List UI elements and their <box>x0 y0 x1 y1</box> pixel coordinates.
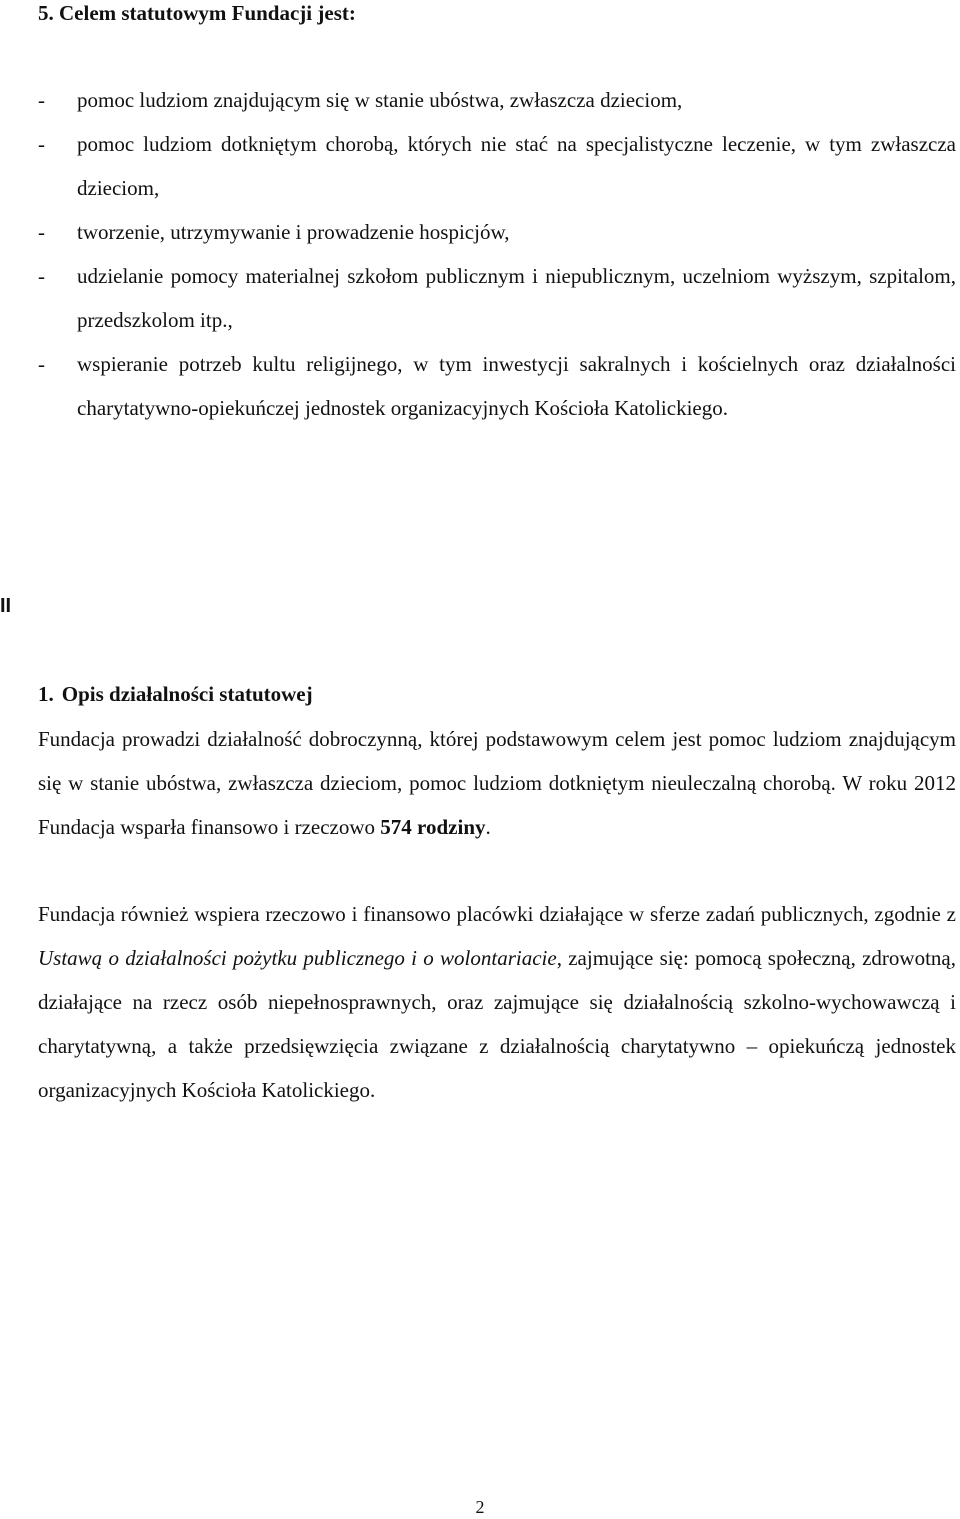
list-item <box>0 78 960 122</box>
activity-text: Fundacja prowadzi działalność dobroczynną, której podstawowym celem jest pomoc ludziom znajdującym się w stanie ubóstwa, zwłaszcza dzieciom, pomoc ludziom dotkniętym nieuleczalną chorobą. W roku 2012 Fundacja wsparła finansowo i rzeczowo <box>38 727 956 839</box>
list-item-text: pomoc ludziom dotkniętym chorobą, których nie stać na specjalistyczne leczenie, w tym zwłaszcza dzieciom, <box>77 132 956 200</box>
section-1-heading <box>38 681 313 707</box>
page-number: 2 <box>475 1497 485 1517</box>
list-item <box>0 254 960 342</box>
section-5-heading: 5. Celem statutowym Fundacji jest: <box>38 1 356 25</box>
activity-paragraph <box>38 717 956 849</box>
list-dash: - <box>38 88 45 112</box>
support-paragraph <box>38 892 956 1112</box>
families-count: 574 rodziny <box>380 815 486 839</box>
part-marker: II <box>0 595 12 617</box>
list-item-text: pomoc ludziom znajdującym się w stanie ubóstwa, zwłaszcza dzieciom, <box>77 88 683 112</box>
statutory-goals-list <box>0 78 960 430</box>
sentence-end: . <box>485 815 491 839</box>
list-item <box>0 122 960 210</box>
list-dash: - <box>38 132 45 156</box>
support-text-before: Fundacja również wspiera rzeczowo i finansowo placówki działające w sferze zadań publicznych, zgodnie z <box>38 902 956 926</box>
list-dash: - <box>38 352 45 376</box>
support-text-after: , zajmujące się: pomocą społeczną, zdrowotną, działające na rzecz osób niepełnosprawnych, oraz zajmujące się działalnością szkolno-wychowawczą i charytatywną, a także przedsięwzięcia związane z działalnością charytatywno – opiekuńczą jednostek organizacyjnych Kościoła Katolickiego. <box>38 946 956 1102</box>
list-dash: - <box>38 264 45 288</box>
list-item <box>0 210 960 254</box>
list-item-text: wspieranie potrzeb kultu religijnego, w tym inwestycji sakralnych i kościelnych oraz działalności charytatywno-opiekuńczej jednostek organizacyjnych Kościoła Katolickiego. <box>77 352 956 420</box>
list-item-text: tworzenie, utrzymywanie i prowadzenie hospicjów, <box>77 220 510 244</box>
list-item-text: udzielanie pomocy materialnej szkołom publicznym i niepublicznym, uczelniom wyższym, szpitalom, przedszkolom itp., <box>77 264 956 332</box>
list-item <box>0 342 960 430</box>
section-number: 1. <box>38 682 54 706</box>
list-dash: - <box>38 220 45 244</box>
law-title: Ustawą o działalności pożytku publicznego i o wolontariacie <box>38 946 557 970</box>
section-title: Opis działalności statutowej <box>61 682 313 706</box>
